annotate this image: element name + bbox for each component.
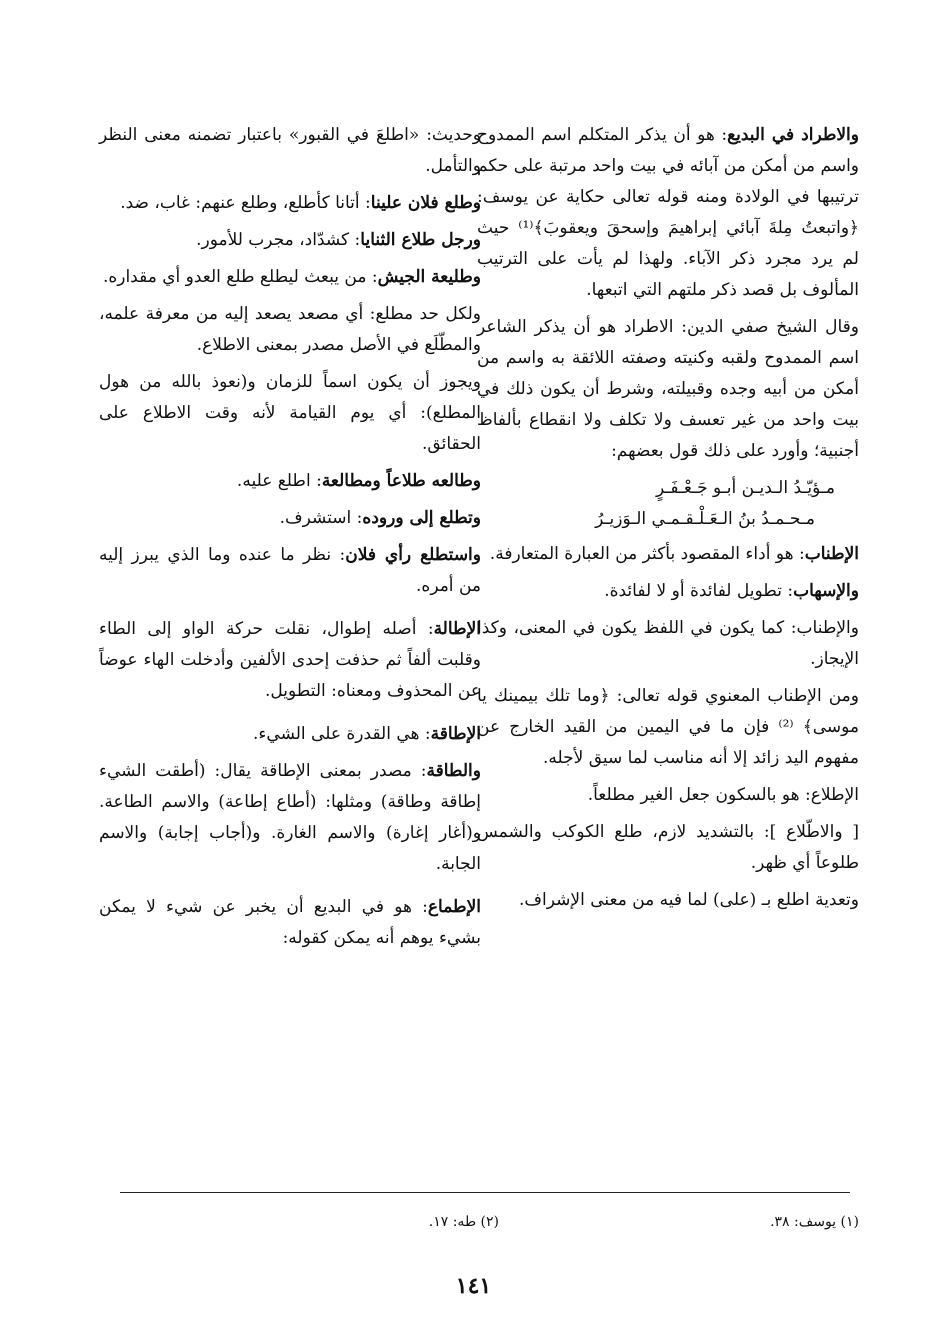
entry-term: واستطلع رأي فلان bbox=[345, 545, 481, 565]
entry-term: الإطماع bbox=[427, 897, 481, 917]
entry-term: والإسهاب bbox=[793, 581, 859, 601]
entry-ittila bbox=[477, 817, 859, 879]
poetry-verse bbox=[477, 473, 859, 535]
entry-text: وقال الشيخ صفي الدين: الاطراد هو أن يذكر الشاعر اسم الممدوح ولقبه وكنيته وصفته اللائقة به واسم من أمكن من أبيه وجده وقبيلته، وشرط أن يكون ذلك في بيت واحد من غير تعسف ولا تكلف ولا انقطاع بألفاظ أجنبية؛ وأورد على ذلك قول بعضهم: bbox=[477, 317, 859, 461]
entry-term: ورجل طلاع الثنايا bbox=[360, 230, 481, 250]
footnote-2: (٢) طه: ١٧. bbox=[428, 1214, 499, 1230]
entry-text: : هي القدرة على الشيء. bbox=[253, 724, 431, 744]
entry-itnab bbox=[477, 539, 859, 570]
entry-hadith bbox=[99, 120, 481, 182]
left-column bbox=[99, 120, 481, 960]
entry-term: الإطالة bbox=[433, 619, 481, 639]
entry-text: : اطلع عليه. bbox=[236, 471, 322, 491]
entry-term: والاطراد في البديع bbox=[727, 125, 859, 145]
entry-itaqa bbox=[99, 719, 481, 750]
entry-term: وطلع فلان علينا bbox=[370, 193, 481, 213]
entry-text: الإطلاع: هو بالسكون جعل الغير مطلعاً. bbox=[587, 785, 859, 805]
footnote-divider bbox=[120, 1192, 850, 1193]
page-number: ١٤١ bbox=[455, 1273, 492, 1299]
verse-line-1: مـؤيّـدُ الـديـن أبـو جَـعْـفَـرٍ bbox=[655, 478, 835, 498]
entry-term: وتطلع إلى وروده bbox=[362, 508, 481, 528]
entry-talia bbox=[99, 262, 481, 293]
entry-taqa bbox=[99, 756, 481, 880]
verse-line-2: مـحـمـدُ بنُ الـعَـلْـقـمـي الـوَزيـرُ bbox=[595, 509, 815, 529]
entry-tallaa-thanaya bbox=[99, 225, 481, 256]
entry-mutalaa bbox=[99, 466, 481, 497]
entry-text: ولكل حد مطلع: أي مصعد يصعد إليه من معرفة علمه، والمطّلَع في الأصل مصدر بمعنى الاطلاع. bbox=[99, 304, 481, 355]
entry-term: الإطاقة bbox=[430, 724, 481, 744]
entry-text: : أصله إطوال، نقلت حركة الواو إلى الطاء وقلبت ألفاً ثم حذفت إحدى الألفين وأدخلت الهاء عوضاً عن المحذوف ومعناه: التطويل. bbox=[99, 619, 481, 701]
entry-istitla bbox=[99, 540, 481, 602]
entry-term: وطليعة الجيش bbox=[377, 267, 481, 287]
entry-safi-al-din bbox=[477, 312, 859, 467]
entry-talaa-alayna bbox=[99, 188, 481, 219]
entry-text: : هو أن يذكر المتكلم اسم الممدوح واسم من أمكن من آبائه في بيت واحد مرتبة على حكم ترتيبها في الولادة ومنه قوله تعالى حكاية عن يوسف: ﴿واتبعتُ مِلةَ آبائي إبراهيمَ وإسحقَ ويعقوبَ﴾⁽¹⁾ حيث لم يرد مجرد ذكر الآباء. ولهذا لم يأت على الترتيب المألوف بل قصد ذكر ملتهم التي اتبعها. bbox=[477, 125, 859, 300]
entry-text: ومن الإطناب المعنوي قوله تعالى: ﴿وما تلك بيمينك يا موسى﴾ ⁽²⁾ فإن ما في اليمين من القيد الخارج عن مفهوم اليد زائد إلا أنه مناسب لما سيق لأجله. bbox=[477, 686, 860, 768]
entry-text: : أتانا كأطلع، وطلع عنهم: غاب، ضد. bbox=[120, 193, 371, 213]
entry-itrad bbox=[477, 120, 859, 306]
entry-text: ويجوز أن يكون اسماً للزمان و(نعوذ بالله من هول المطلع): أي يوم القيامة لأنه وقت الاطلاع على الحقائق. bbox=[99, 372, 481, 454]
entry-text: : هو في البديع أن يخبر عن شيء لا يمكن بشيء يوهم أنه يمكن كقوله: bbox=[99, 897, 481, 948]
entry-text: : مصدر بمعنى الإطاقة يقال: (أطقت الشيء إطاقة وطاقة) ومثلها: (أطاع إطاعة) والاسم الطاعة. و(أغار إغارة) والاسم الغارة. و(أجاب إجابة) والاسم الجابة. bbox=[99, 761, 481, 874]
entry-itmaa bbox=[99, 892, 481, 954]
entry-tadiya bbox=[477, 885, 859, 916]
right-column bbox=[477, 120, 859, 922]
entry-text: : نظر ما عنده وما الذي يبرز إليه من أمره. bbox=[99, 545, 481, 596]
entry-term: والطاقة bbox=[426, 761, 481, 781]
entry-itnab-lafz bbox=[477, 613, 859, 675]
entry-text: وحديث: «اطلعَ في القبور» باعتبار تضمنه معنى النظر والتأمل. bbox=[99, 125, 481, 176]
entry-text: : هو أداء المقصود بأكثر من العبارة المتعارفة. bbox=[489, 544, 805, 564]
entry-matla bbox=[99, 299, 481, 361]
entry-text: والإطناب: كما يكون في اللفظ يكون في المعنى، وكذا الإيجاز. bbox=[477, 618, 859, 669]
entry-text: وتعدية اطلع بـ (على) لما فيه من معنى الإشراف. bbox=[519, 890, 859, 910]
entry-text: : تطويل لفائدة أو لا لفائدة. bbox=[604, 581, 794, 601]
entry-itala bbox=[99, 614, 481, 707]
entry-text: : استشرف. bbox=[279, 508, 363, 528]
entry-text: : من يبعث ليطلع طلع العدو أي مقداره. bbox=[102, 267, 378, 287]
entry-itla bbox=[477, 780, 859, 811]
entry-ishab bbox=[477, 576, 859, 607]
footnote-1: (١) يوسف: ٣٨. bbox=[770, 1214, 859, 1230]
entry-text: : كشدّاد، مجرب للأمور. bbox=[196, 230, 361, 250]
entry-itnab-manawi bbox=[477, 681, 859, 774]
entry-term: وطالعه طلاعاً ومطالعة bbox=[321, 471, 481, 491]
entry-tatallaa bbox=[99, 503, 481, 534]
entry-text: [ والاطّلاع ]: بالتشديد لازم، طلع الكوكب والشمس طلوعاً أي ظهر. bbox=[477, 822, 859, 873]
entry-term: الإطناب bbox=[804, 544, 859, 564]
entry-matla-zaman bbox=[99, 367, 481, 460]
